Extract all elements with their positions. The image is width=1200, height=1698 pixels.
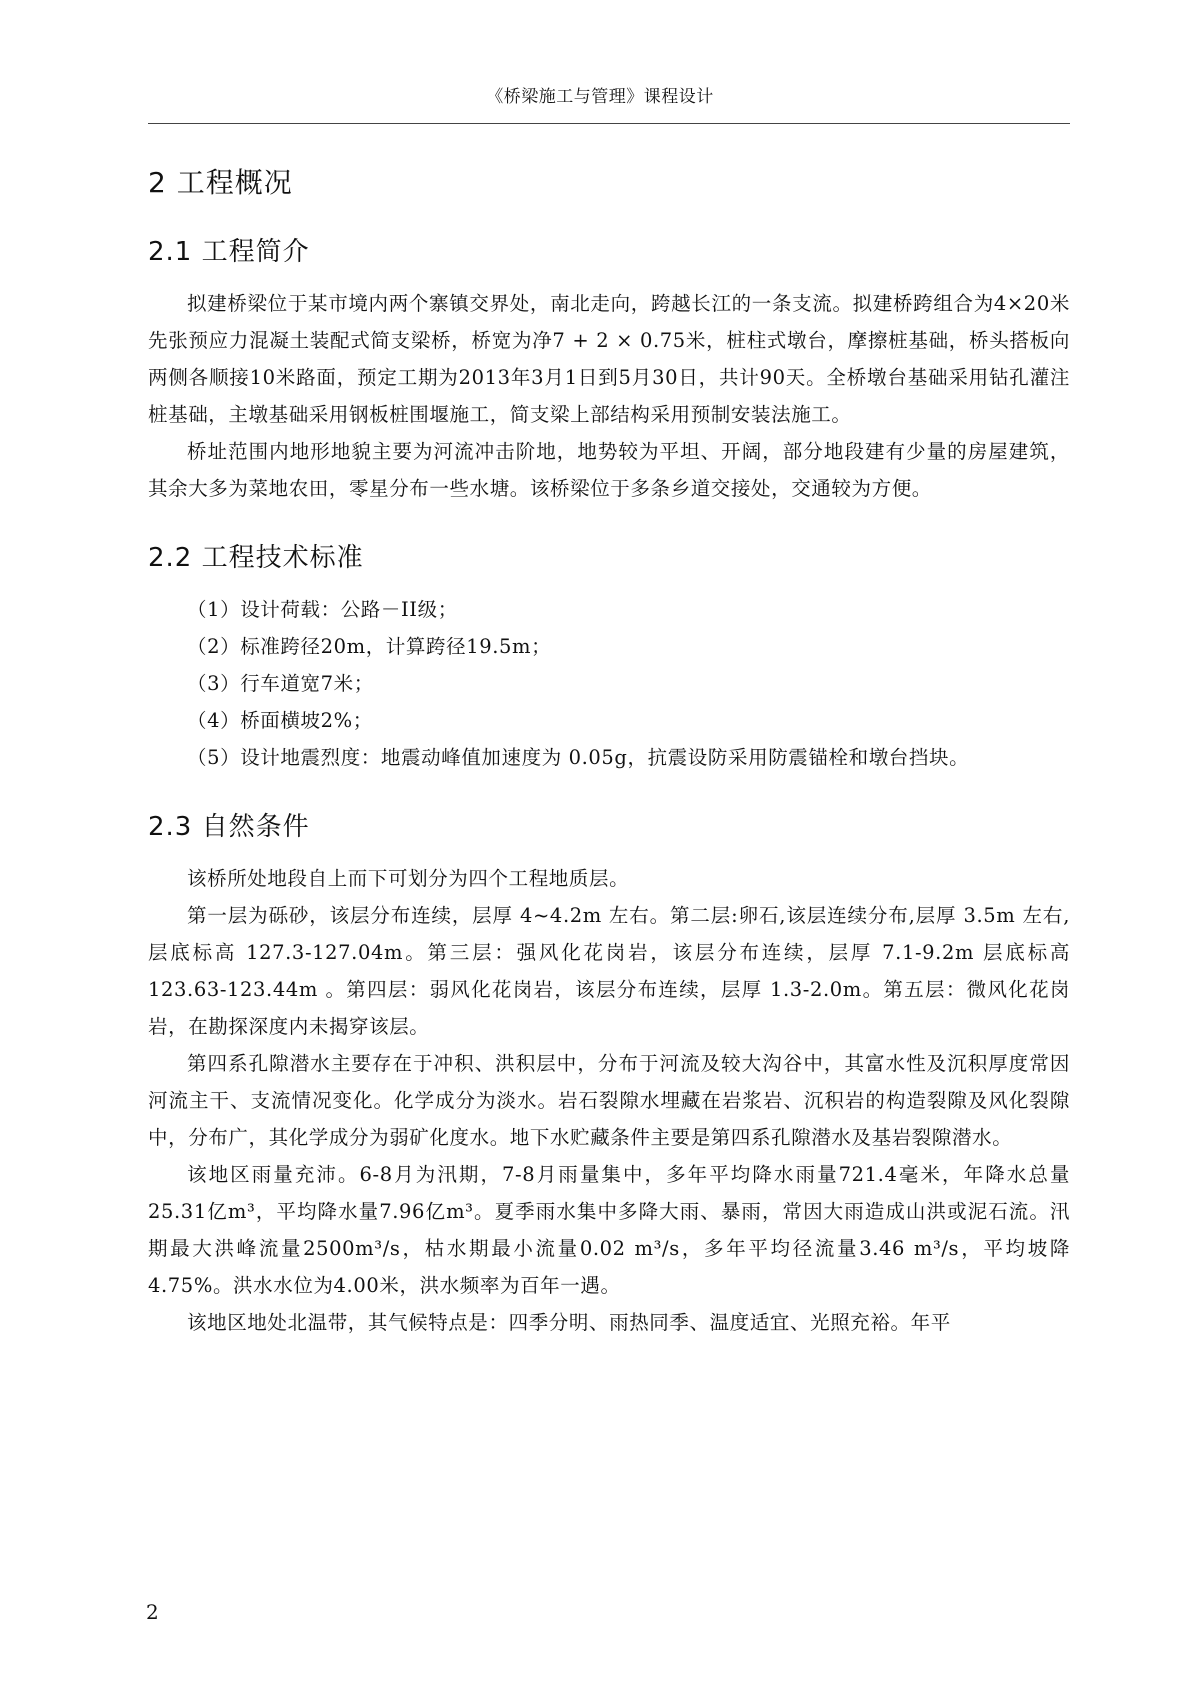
paragraph: 第一层为砾砂，该层分布连续，层厚 4~4.2m 左右。第二层:卵石,该层连续分布,层厚 3.5m 左右,层底标高 127.3-127.04m。第三层：强风化花岗岩，该层分布连续，层厚 7.1-9.2m 层底标高 123.63-123.44m 。第四层：弱风化花岗岩，该层分布连续，层厚 1.3-2.0m。第五层：微风化花岗岩，在勘探深度内未揭穿该层。 — [148, 904, 1070, 1038]
header-divider — [148, 123, 1070, 124]
list-item: （5）设计地震烈度：地震动峰值加速度为 0.05g，抗震设防采用防震锚栓和墩台挡块。 — [187, 746, 970, 769]
list-item: （3）行车道宽7米； — [187, 672, 374, 695]
paragraph: 该地区雨量充沛。6-8月为汛期，7-8月雨量集中，多年平均降水雨量721.4毫米，年降水总量25.31亿m³，平均降水量7.96亿m³。夏季雨水集中多降大雨、暴雨，常因大雨造成山洪或泥石流。汛期最大洪峰流量2500m³/s，枯水期最小流量0.02 m³/s，多年平均径流量3.46 m³/s，平均坡降4.75%。洪水水位为4.00米，洪水频率为百年一遇。 — [148, 1163, 1070, 1297]
section-technical-standards — [148, 538, 1070, 776]
paragraph: 拟建桥梁位于某市境内两个寨镇交界处，南北走向，跨越长江的一条支流。拟建桥跨组合为4×20米先张预应力混凝土装配式简支梁桥，桥宽为净7 + 2 × 0.75米，桩柱式墩台，摩擦桩基础，桥头搭板向两侧各顺接10米路面，预定工期为2013年3月1日到5月30日，共计90天。全桥墩台基础采用钻孔灌注桩基础，主墩基础采用钢板桩围堰施工，简支梁上部结构采用预制安装法施工。 — [148, 292, 1070, 426]
chapter-title: 2 工程概况 — [148, 166, 293, 199]
section-title: 2.2 工程技术标准 — [148, 543, 364, 573]
page-header: 《桥梁施工与管理》课程设计 — [486, 87, 714, 107]
paragraph: 第四系孔隙潜水主要存在于冲积、洪积层中，分布于河流及较大沟谷中，其富水性及沉积厚度常因河流主干、支流情况变化。化学成分为淡水。岩石裂隙水埋藏在岩浆岩、沉积岩的构造裂隙及风化裂隙中，分布广，其化学成分为弱矿化度水。地下水贮藏条件主要是第四系孔隙潜水及基岩裂隙潜水。 — [148, 1052, 1070, 1149]
section-title: 2.3 自然条件 — [148, 812, 310, 842]
section-overview — [148, 232, 1070, 507]
paragraph: 桥址范围内地形地貌主要为河流冲击阶地，地势较为平坦、开阔，部分地段建有少量的房屋建筑，其余大多为菜地农田，零星分布一些水塘。该桥梁位于多条乡道交接处，交通较为方便。 — [148, 440, 1070, 500]
section-natural-conditions — [148, 807, 1070, 1341]
document-body — [148, 150, 1070, 1341]
page-number: 2 — [146, 1600, 159, 1624]
list-item: （1）设计荷载：公路－II级； — [187, 598, 458, 621]
paragraph: 该地区地处北温带，其气候特点是：四季分明、雨热同季、温度适宜、光照充裕。年平 — [187, 1311, 951, 1334]
section-title: 2.1 工程简介 — [148, 237, 310, 267]
paragraph: 该桥所处地段自上而下可划分为四个工程地质层。 — [187, 867, 630, 890]
list-item: （2）标准跨径20m，计算跨径19.5m； — [187, 635, 552, 658]
list-item: （4）桥面横坡2%； — [187, 709, 373, 732]
